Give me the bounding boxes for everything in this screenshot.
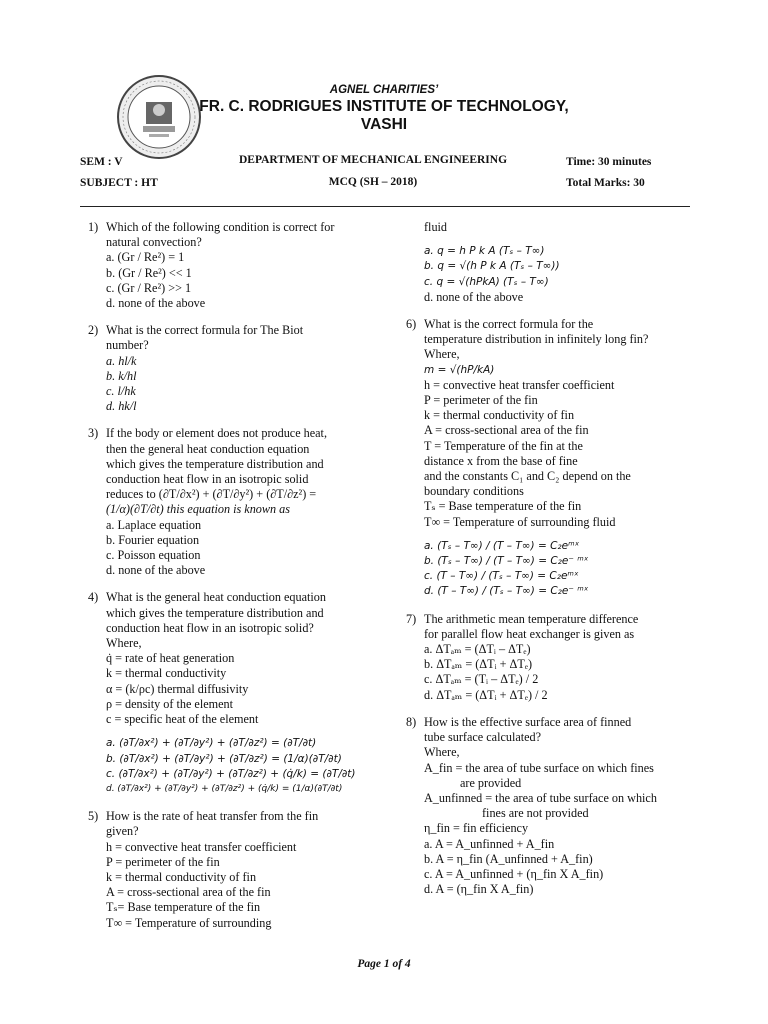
subject: SUBJECT : HT	[80, 177, 158, 189]
question-1	[88, 220, 378, 311]
question-3	[88, 426, 378, 578]
question-7	[406, 612, 696, 703]
definition: are provided	[460, 775, 522, 790]
definition: h = convective heat transfer coefficient	[106, 839, 297, 854]
definition: Tₛ= Base temperature of the fin	[106, 900, 261, 915]
question-number: 6)	[406, 317, 417, 332]
question-2	[88, 323, 378, 414]
question-text: conduction heat flow in an isotropic solid	[106, 472, 309, 487]
option-c[interactable]: c. (∂T/∂x²) + (∂T/∂y²) + (∂T/∂z²) + (q̇/k) = (∂T/∂t)	[106, 767, 356, 780]
question-text: What is the correct formula for The Biot	[106, 323, 304, 338]
question-number: 1)	[88, 220, 99, 234]
question-text: then the general heat conduction equation	[106, 441, 310, 456]
option-c[interactable]: c. Poisson equation	[106, 548, 201, 563]
exam-title: MCQ (SH – 2018)	[328, 176, 418, 188]
definition: m = √(hP/kA)	[424, 363, 495, 376]
definition: T = Temperature of the fin at the	[424, 438, 583, 453]
department: DEPARTMENT OF MECHANICAL ENGINEERING	[238, 154, 508, 166]
question-5	[88, 809, 378, 931]
option-b[interactable]: b. A = η_fin (A_unfinned + A_fin)	[424, 851, 593, 866]
definition: P = perimeter of the fin	[106, 854, 220, 869]
option-c[interactable]: c. l/hk	[106, 384, 136, 399]
question-text: Where,	[424, 347, 460, 362]
option-d[interactable]: d. none of the above	[106, 296, 206, 311]
option-b[interactable]: b. q = √(h P k A (Tₛ – T∞))	[424, 260, 560, 273]
question-8	[406, 715, 696, 897]
question-number: 7)	[406, 611, 417, 626]
question-number: 2)	[88, 323, 99, 338]
question-number: 8)	[406, 714, 417, 729]
question-text: tube surface calculated?	[424, 730, 542, 745]
definition: h = convective heat transfer coefficient	[424, 377, 615, 392]
question-text: for parallel flow heat exchanger is given as	[424, 626, 635, 641]
option-c[interactable]: c. q = √(hPkA) (Tₛ – T∞)	[424, 275, 549, 288]
option-d[interactable]: d. none of the above	[424, 289, 524, 304]
option-b[interactable]: b. ΔTₐₘ = (ΔTᵢ + ΔTₑ)	[424, 657, 533, 672]
option-d[interactable]: d. (T – T∞) / (Tₛ – T∞) = C₂e⁻ ᵐˣ	[424, 585, 589, 598]
semester: SEM : V	[80, 156, 123, 168]
definition: q̇ = rate of heat generation	[106, 651, 235, 666]
question-text: (1/α)(∂T/∂t) this equation is known as	[106, 502, 290, 517]
question-number: 3)	[88, 426, 99, 441]
institute-location: VASHI	[360, 116, 408, 133]
question-number: 5)	[88, 809, 99, 824]
definition: distance x from the base of fine	[424, 453, 578, 468]
option-c[interactable]: c. (Gr / Re²) >> 1	[106, 280, 192, 295]
definition: T∞ = Temperature of surrounding	[106, 915, 272, 930]
definition: k = thermal conductivity	[106, 666, 227, 681]
option-b[interactable]: b. (Tₛ – T∞) / (T – T∞) = C₂e⁻ ᵐˣ	[424, 555, 589, 568]
option-b[interactable]: b. (Gr / Re²) << 1	[106, 265, 192, 280]
question-text: What is the correct formula for the	[424, 317, 594, 332]
question-text: Where,	[106, 636, 142, 651]
definition: α = (k/ρc) thermal diffusivity	[106, 681, 249, 696]
definition: A = cross-sectional area of the fin	[106, 885, 271, 900]
option-c[interactable]: c. ΔTₐₘ = (Tᵢ – ΔTₑ) / 2	[424, 672, 539, 687]
definition: k = thermal conductivity of fin	[424, 408, 575, 423]
question-text: If the body or element does not produce heat,	[106, 426, 327, 441]
question-4	[88, 590, 378, 797]
question-text: What is the general heat conduction equation	[106, 590, 326, 605]
definition: and the constants C₁ and C₂ depend on the	[424, 469, 631, 484]
question-text: number?	[106, 338, 149, 353]
header-divider	[80, 206, 690, 207]
right-column	[406, 220, 696, 909]
question-text: temperature distribution in infinitely long fin?	[424, 332, 649, 347]
question-text: natural convection?	[106, 235, 202, 250]
definition: P = perimeter of the fin	[424, 393, 538, 408]
question-text: How is the rate of heat transfer from the fin	[106, 809, 319, 824]
time-limit: Time: 30 minutes	[566, 156, 652, 168]
option-c[interactable]: c. A = A_unfinned + (η_fin X A_fin)	[424, 866, 604, 881]
definition: fluid	[424, 220, 448, 234]
definition: fines are not provided	[482, 806, 589, 821]
question-number: 4)	[88, 590, 99, 605]
definition: ρ = density of the element	[106, 696, 234, 711]
page-number: Page 1 of 4	[357, 958, 411, 970]
option-d[interactable]: d. A = (η_fin X A_fin)	[424, 882, 534, 897]
definition: A = cross-sectional area of the fin	[424, 423, 589, 438]
question-text: given?	[106, 824, 139, 839]
option-a[interactable]: a. Laplace equation	[106, 517, 202, 532]
option-a[interactable]: a. hl/k	[106, 353, 137, 368]
option-b[interactable]: b. (∂T/∂x²) + (∂T/∂y²) + (∂T/∂z²) = (1/α)(∂T/∂t)	[106, 752, 342, 765]
option-a[interactable]: a. q = h P k A (Tₛ – T∞)	[424, 245, 545, 258]
question-text: reduces to (∂T/∂x²) + (∂T/∂y²) + (∂T/∂z²) =	[106, 487, 317, 502]
definition: Tₛ = Base temperature of the fin	[424, 499, 582, 514]
definition: A_unfinned = the area of tube surface on which	[424, 790, 657, 805]
definition: A_fin = the area of tube surface on which fines	[424, 760, 654, 775]
option-d[interactable]: d. none of the above	[106, 563, 206, 578]
option-a[interactable]: a. (Tₛ – T∞) / (T – T∞) = C₂eᵐˣ	[424, 539, 580, 552]
definition: c = specific heat of the element	[106, 712, 259, 727]
option-c[interactable]: c. (T – T∞) / (Tₛ – T∞) = C₂eᵐˣ	[424, 570, 579, 583]
question-text: Which of the following condition is correct for	[106, 220, 335, 234]
total-marks: Total Marks: 30	[566, 177, 645, 189]
question-text: Where,	[424, 745, 460, 760]
option-a[interactable]: a. A = A_unfinned + A_fin	[424, 836, 555, 851]
option-b[interactable]: b. Fourier equation	[106, 532, 200, 547]
option-d[interactable]: d. (∂T/∂x²) + (∂T/∂y²) + (∂T/∂z²) + (q̇/k) = (1/α)(∂T/∂t)	[106, 783, 343, 794]
question-text: The arithmetic mean temperature difference	[424, 611, 639, 626]
question-6	[406, 317, 696, 600]
option-a[interactable]: a. (∂T/∂x²) + (∂T/∂y²) + (∂T/∂z²) = (∂T/∂t)	[106, 737, 317, 750]
question-text: which gives the temperature distribution and	[106, 605, 324, 620]
option-a[interactable]: a. (Gr / Re²) = 1	[106, 250, 185, 265]
org-line-1: AGNEL CHARITIES’	[329, 84, 439, 96]
institute-name: FR. C. RODRIGUES INSTITUTE OF TECHNOLOGY,	[199, 98, 569, 115]
question-5-continued	[406, 220, 696, 305]
option-d[interactable]: d. hk/l	[106, 399, 137, 414]
left-column	[88, 220, 378, 943]
definition: T∞ = Temperature of surrounding fluid	[424, 514, 616, 529]
question-text: which gives the temperature distribution and	[106, 456, 324, 471]
definition: k = thermal conductivity of fin	[106, 869, 257, 884]
option-b[interactable]: b. k/hl	[106, 368, 137, 383]
option-d[interactable]: d. ΔTₐₘ = (ΔTᵢ + ΔTₑ) / 2	[424, 687, 548, 702]
question-text: How is the effective surface area of finned	[424, 714, 632, 729]
definition: η_fin = fin efficiency	[424, 821, 529, 836]
option-a[interactable]: a. ΔTₐₘ = (ΔTᵢ – ΔTₑ)	[424, 642, 531, 657]
definition: boundary conditions	[424, 484, 524, 499]
question-text: conduction heat flow in an isotropic solid?	[106, 620, 314, 635]
